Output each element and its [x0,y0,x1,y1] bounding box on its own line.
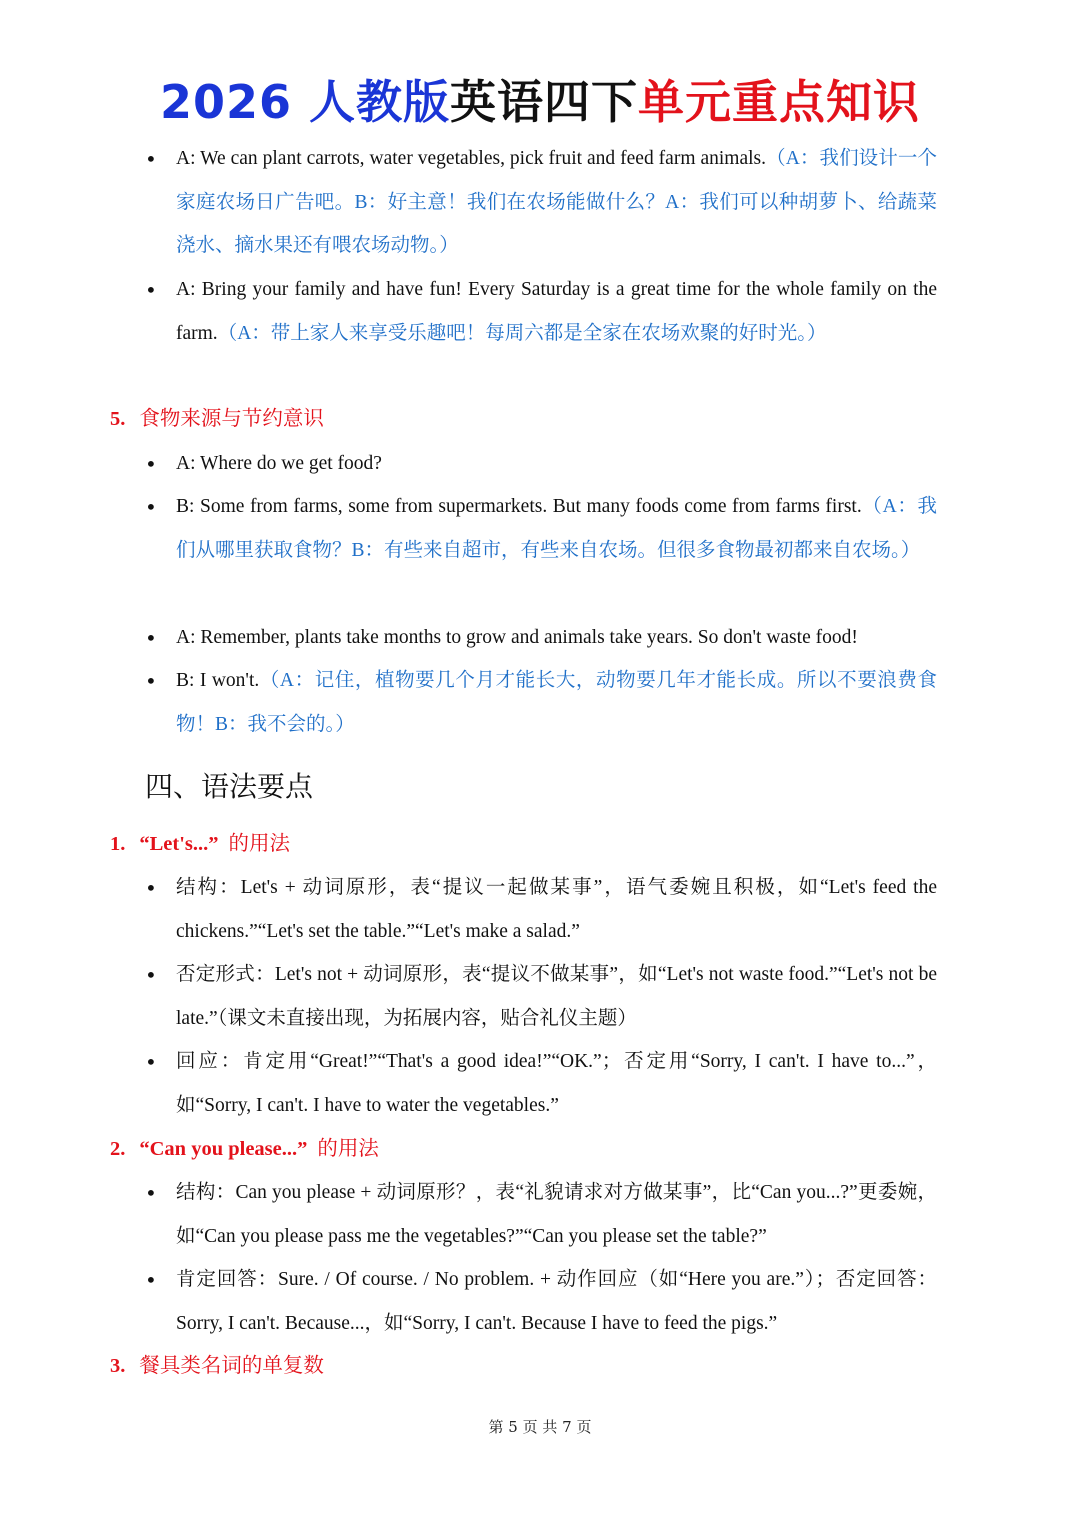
title-year-edition: 2026 人教版 [159,75,451,129]
bullet-icon: • [145,669,157,693]
english-text: A: We can plant carrots, water vegetables, pick fruit and feed farm animals. [176,148,766,169]
bullet-icon: • [145,452,157,476]
page-number: 第 5 页 共 7 页 [488,1418,592,1436]
bullet-icon: • [145,147,157,171]
heading-key-phrase: “Can you please...” [139,1138,308,1160]
heading-number: 5. [110,408,126,430]
heading-text: 餐具类名词的单复数 [139,1355,324,1377]
bullet-icon: • [145,1050,157,1074]
list-item [176,268,937,355]
page-title [0,72,1080,132]
bullet-icon: • [145,876,157,900]
english-text: A: Where do we get food? [176,453,382,474]
chinese-translation: （A：我们设计一个家庭农场日广告吧。B：好主意！我们在农场能做什么？A：我们可以种胡萝卜、给蔬菜浇水、摘水果还有喂农场动物。） [176,148,937,256]
english-text: B: I won't. [176,670,260,691]
bullet-icon: • [145,1181,157,1205]
english-text: B: Some from farms, some from supermarkets. But many foods come from farms first. [176,496,862,517]
bullet-icon: • [145,626,157,650]
heading-text: 的用法 [228,833,291,855]
english-text: A: Remember, plants take months to grow and animals take years. So don't waste food! [176,627,858,648]
chinese-translation: （A：记住，植物要几个月才能长大，动物要几年才能长成。所以不要浪费食物！B：我不会的。） [176,670,937,735]
heading-text: 食物来源与节约意识 [139,408,324,430]
chinese-translation: （A：我们从哪里获取食物？B：有些来自超市，有些来自农场。但很多食物最初都来自农场。） [176,496,937,561]
heading-key-phrase: “Let's...” [139,833,219,855]
list-item [176,485,937,572]
heading-number: 1. [110,833,126,855]
list-item [176,616,937,660]
chinese-translation: （A：带上家人来享受乐趣吧！每周六都是全家在农场欢聚的好时光。） [217,322,827,344]
list-item: 肯定回答：Sure. / Of course. / No problem. + 动作回应（如“Here you are.”）；否定回答：Sorry, I can't. Because...，如“Sorry, I can't. Because I have to feed the pigs.” [176,1269,937,1334]
heading-text: 的用法 [317,1138,379,1160]
title-subject: 英语四下 [450,75,639,129]
item-5-heading [110,398,324,441]
list-item [176,659,937,746]
section-heading-grammar: 四、语法要点 [145,770,314,803]
list-item [176,442,937,486]
grammar-point-1-heading [110,823,290,866]
bullet-icon: • [145,963,157,987]
bullet-icon: • [145,495,157,519]
grammar-point-2-heading [110,1128,379,1171]
list-item [176,137,937,268]
title-topic: 单元重点知识 [638,75,921,129]
list-item: 否定形式：Let's not + 动词原形，表“提议不做某事”，如“Let's not waste food.”“Let's not be late.”（课文未直接出现，为拓展内容，贴合礼仪主题） [176,964,937,1029]
heading-number: 2. [110,1138,126,1160]
grammar-point-3-heading [110,1345,324,1388]
heading-number: 3. [110,1355,126,1377]
list-item: 结构：Can you please + 动词原形？，表“礼貌请求对方做某事”，比“Can you...?”更委婉，如“Can you please pass me the vegetables?”“Can you please set the table?” [176,1182,937,1247]
list-item: 回应：肯定用“Great!”“That's a good idea!”“OK.”；否定用“Sorry, I can't. I have to...”，如“Sorry, I can't. I have to water the vegetables.” [176,1051,937,1116]
english-text: A: Bring your family and have fun! Every Saturday is a great time for the whole family on the farm. [176,279,937,344]
list-item: 结构：Let's + 动词原形，表“提议一起做某事”，语气委婉且积极，如“Let's feed the chickens.”“Let's set the table.”“Let's make a salad.” [176,877,937,942]
bullet-icon: • [145,1268,157,1292]
bullet-icon: • [145,278,157,302]
